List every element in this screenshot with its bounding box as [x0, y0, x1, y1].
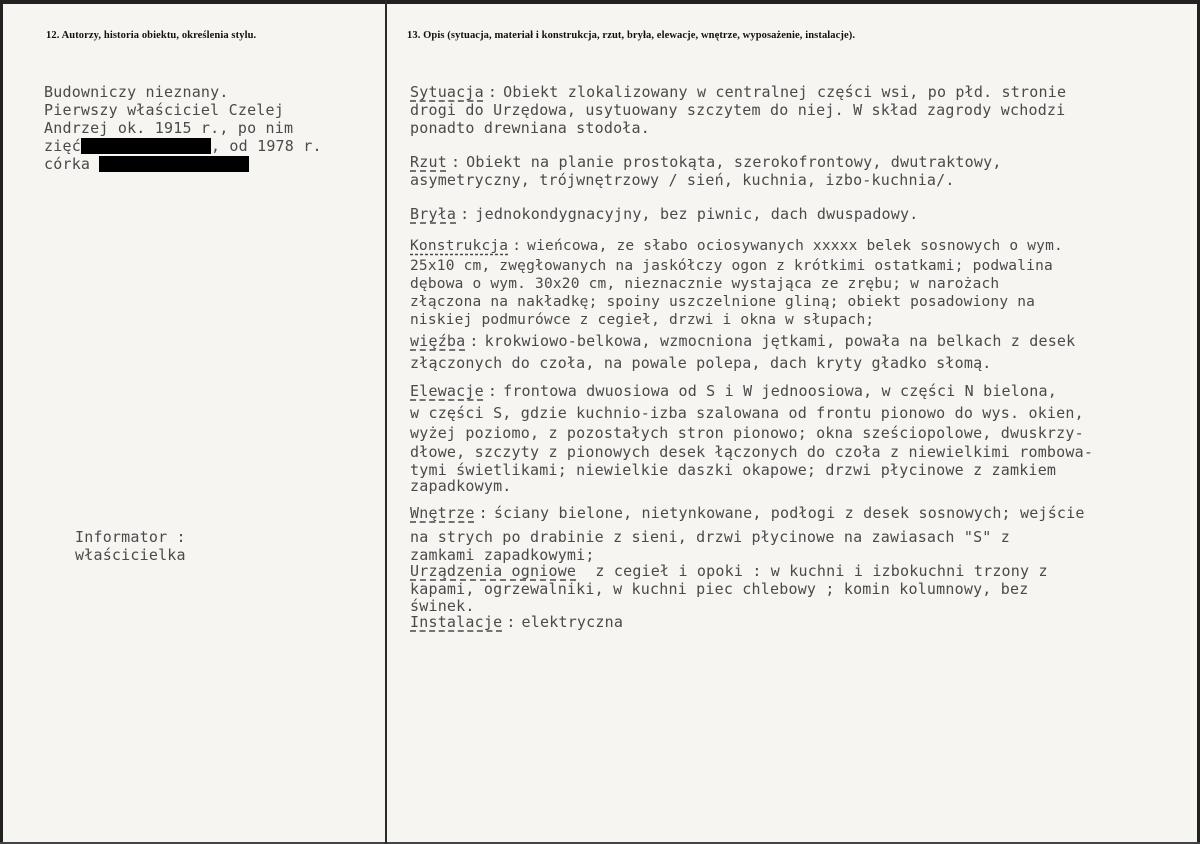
history-line-2: Pierwszy właściciel Czelej: [44, 101, 284, 119]
wnetrze-line-1: [410, 504, 1085, 522]
elewacje-line-6: zapadkowym.: [410, 477, 512, 495]
instalacje-text: elektryczna: [521, 613, 624, 631]
sytuacja-line-2: drogi do Urzędowa, usytuowany szczytem do niej. W skład zagrody wchodzi: [410, 101, 1066, 119]
elewacje-line-4: dłowe, szczyty z pionowych desek łączonych do czoła z niewielkimi rombowa-: [410, 443, 1094, 461]
label-colon: :: [487, 382, 498, 400]
sytuacja-text: Obiekt zlokalizowany w centralnej części wsi, po płd. stronie: [503, 83, 1067, 101]
elewacje-line-2: w części S, gdzie kuchnio-izba szalowana od frontu pionowo do wys. okien,: [410, 404, 1084, 422]
sytuacja-line-3: ponadto drewniana stodoła.: [410, 119, 650, 137]
card-top-border: [0, 0, 1200, 4]
label-colon: :: [506, 613, 516, 631]
konstrukcja-line-5: niskiej podmurówce z cegieł, drzwi i okna w słupach;: [410, 312, 875, 328]
elewacje-text: frontowa dwuosiowa od S i W jednoosiowa, w części N bielona,: [503, 382, 1057, 400]
rzut-text: Obiekt na planie prostokąta, szerokofrontowy, dwutraktowy,: [466, 153, 1002, 171]
history-line-4-end: , od 1978 r.: [210, 137, 322, 155]
label-colon: [580, 562, 589, 580]
sytuacja-line-1: [410, 83, 1066, 101]
konstrukcja-line-2: 25x10 cm, zwęgłowanych na jaskółczy ogon z krótkimi ostatkami; podwalina: [410, 258, 1053, 274]
section-13-header: 13. Opis (sytuacja, materiał i konstrukcja, rzut, bryła, elewacje, wnętrze, wyposażenie, instalacje).: [407, 30, 856, 41]
section-12-header: 12. Autorzy, historia obiektu, określenia stylu.: [46, 30, 257, 41]
bryla-line-1: [410, 205, 918, 223]
urzadzenia-text: z cegieł i opoki : w kuchni i izbokuchni trzony z: [595, 562, 1048, 580]
instalacje-line-1: [410, 613, 623, 631]
elewacje-line-5: tymi świetlikami; niewielkie daszki okapowe; drzwi płycinowe z zamkiem: [410, 461, 1057, 479]
bryla-text: jednokondygnacyjny, bez piwnic, dach dwuspadowy.: [475, 205, 919, 223]
konstrukcja-line-4: złączona na nakładkę; spoiny uszczelnione gliną; obiekt posadowiony na: [410, 294, 1036, 310]
rzut-line-1: [410, 153, 1002, 171]
wnetrze-line-3: zamkami zapadkowymi;: [410, 546, 595, 564]
history-line-1: Budowniczy nieznany.: [44, 83, 229, 101]
konstrukcja-text: wieńcowa, ze słabo ociosywanych xxxxx belek sosnowych o wym.: [527, 238, 1063, 254]
wnetrze-label: Wnętrze: [410, 504, 475, 522]
column-divider: [385, 0, 387, 844]
wiezba-text: krokwiowo-belkowa, wzmocniona jętkami, powała na belkach z desek: [484, 332, 1076, 350]
redaction-bar: [99, 156, 249, 172]
urzadzenia-line-1: [410, 562, 1048, 580]
wnetrze-text: ściany bielone, nietynkowane, podłogi z desek sosnowych; wejście: [493, 504, 1085, 522]
history-line-4: [44, 137, 322, 155]
label-colon: :: [487, 83, 498, 101]
urzadzenia-label: Urządzenia ogniowe: [410, 562, 577, 580]
wnetrze-line-2: na strych po drabinie z sieni, drzwi płycinowe na zawiasach "S" z: [410, 528, 1010, 546]
elewacje-line-3: wyżej poziomo, z pozostałych stron pionowo; okna sześciopolowe, dwuskrzy-: [410, 424, 1084, 442]
bryla-label: Bryła: [410, 205, 457, 223]
history-line-3: Andrzej ok. 1915 r., po nim: [44, 119, 294, 137]
history-line-5: [44, 155, 249, 173]
urzadzenia-line-2: kapami, ogrzewalniki, w kuchni piec chlebowy ; komin kolumnowy, bez: [410, 580, 1029, 598]
konstrukcja-line-3: dębowa o wym. 30x20 cm, nieznacznie wystająca ze zrębu; w narożach: [410, 276, 1000, 292]
informant-label: Informator :: [75, 528, 186, 546]
redaction-bar: [81, 138, 211, 154]
label-colon: :: [460, 205, 470, 223]
elewacje-label: Elewacje: [410, 382, 484, 400]
rzut-label: Rzut: [410, 153, 447, 171]
label-colon: :: [478, 504, 488, 522]
label-colon: :: [469, 332, 479, 350]
label-colon: :: [450, 153, 461, 171]
informant-value: właścicielka: [75, 546, 186, 564]
instalacje-label: Instalacje: [410, 613, 503, 631]
konstrukcja-line-1: [410, 238, 1063, 254]
card-left-border: [0, 0, 3, 844]
label-colon: :: [512, 238, 522, 254]
wiezba-line-2: złączonych do czoła, na powale polepa, dach kryty gładko słomą.: [410, 354, 992, 372]
rzut-line-2: asymetryczny, trójwnętrzowy / sień, kuchnia, izbo-kuchnia/.: [410, 171, 955, 189]
history-line-5-start: córka: [44, 155, 91, 173]
wiezba-label: więźba: [410, 332, 466, 350]
history-line-4-start: zięć: [44, 137, 81, 155]
elewacje-line-1: [410, 382, 1057, 400]
konstrukcja-label: Konstrukcja: [410, 238, 509, 254]
wiezba-line-1: [410, 332, 1075, 350]
urzadzenia-line-3: świnek.: [410, 597, 475, 615]
sytuacja-label: Sytuacja: [410, 83, 484, 101]
